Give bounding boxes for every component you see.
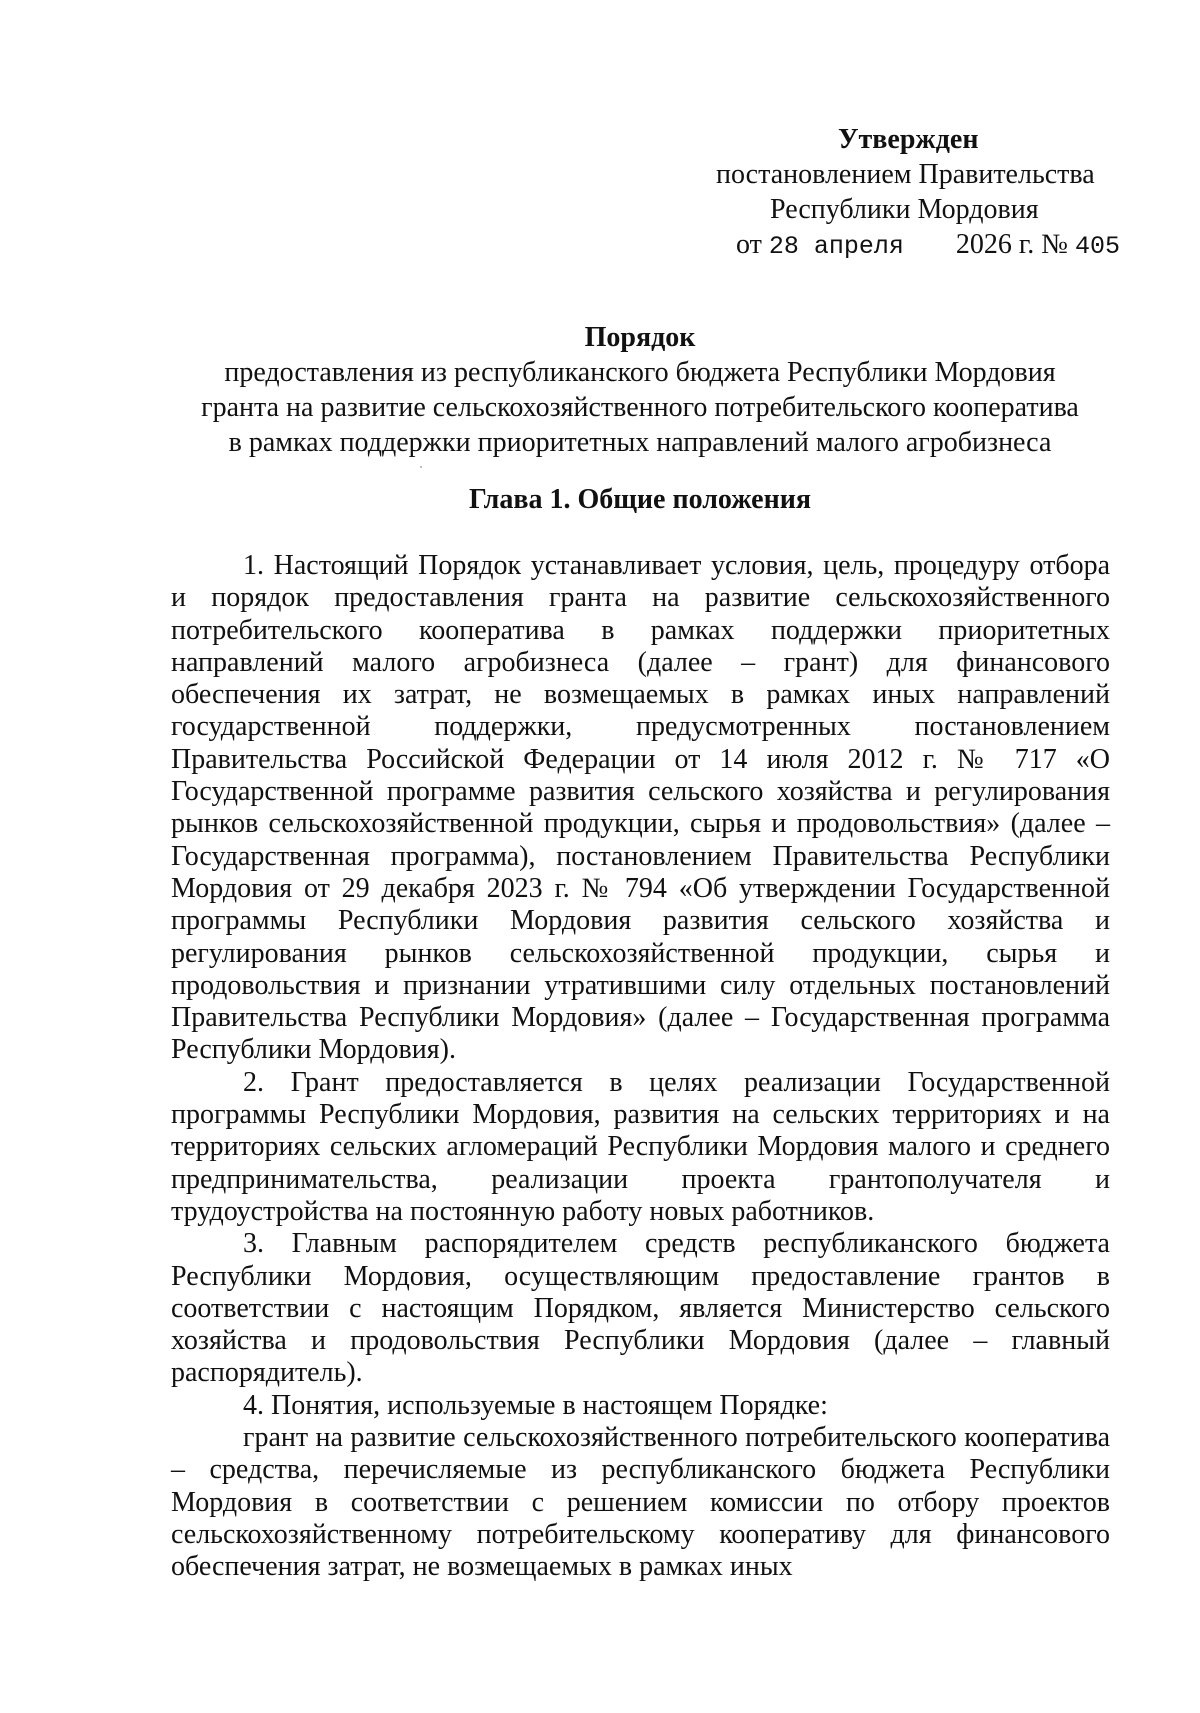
approval-line-1: постановлением Правительства <box>716 159 1095 190</box>
approval-number: 405 <box>1074 232 1120 261</box>
approval-date-prefix: от <box>736 229 762 260</box>
approval-date-year: 2026 г. № <box>955 229 1068 260</box>
approval-title: Утвержден <box>838 124 979 155</box>
paragraph-1: 1. Настоящий Порядок устанавливает условия, цель, процедуру отбора и порядок предоставления гранта на развитие сельскохозяйственного потребительского кооператива в рамках поддержки приоритетных направлений малого агробизнеса (далее – грант) для финансового обеспечения их затрат, не возмещаемых в рамках иных направлений государственной поддержки, предусмотренных постановлением Правительства Российской Федерации от 14 июля 2012 г. № 717 «О Государственной программе развития сельского хозяйства и регулирования рынков сельскохозяйственной продукции, сырья и продовольствия» (далее – Государственная программа), постановлением Правительства Республики Мордовия от 29 декабря 2023 г. № 794 «Об утверждении Государственной программы Республики Мордовия развития сельского хозяйства и регулирования рынков сельскохозяйственной продукции, сырья и продовольствия и признании утратившими силу отдельных постановлений Правительства Республики Мордовия» (далее – Государственная программа Республики Мордовия). <box>171 550 1110 1066</box>
document-subtitle-line-2: гранта на развитие сельскохозяйственного потребительского кооператива <box>201 392 1079 423</box>
document-title-block <box>150 320 1130 460</box>
document-body <box>171 550 1110 1584</box>
document-subtitle-line-1: предоставления из республиканского бюджета Республики Мордовия <box>224 357 1056 388</box>
scan-speck <box>420 466 422 468</box>
paragraph-definition: грант на развитие сельскохозяйственного потребительского кооператива – средства, перечисляемые из республиканского бюджета Республики Мордовия в соответствии с решением комиссии по отбору проектов сельскохозяйственному потребительскому кооперативу для финансового обеспечения затрат, не возмещаемых в рамках иных <box>171 1422 1110 1583</box>
document-title: Порядок <box>584 322 696 353</box>
approval-line-2: Республики Мордовия <box>770 194 1039 225</box>
chapter-title: Глава 1. Общие положения <box>468 484 811 515</box>
paragraph-4: 4. Понятия, используемые в настоящем Порядке: <box>243 1389 828 1421</box>
approval-date-day-month: 28 апреля <box>768 232 904 261</box>
document-subtitle-line-3: в рамках поддержки приоритетных направлений малого агробизнеса <box>228 427 1052 458</box>
approval-date-line <box>700 227 1120 264</box>
paragraph-2: 2. Грант предоставляется в целях реализации Государственной программы Республики Мордовия, развития на сельских территориях и на территориях сельских агломераций Республики Мордовия малого и среднего предпринимательства, реализации проекта грантополучателя и трудоустройства на постоянную работу новых работников. <box>171 1066 1110 1227</box>
paragraph-3: 3. Главным распорядителем средств республиканского бюджета Республики Мордовия, осуществляющим предоставление грантов в соответствии с настоящим Порядком, является Министерство сельского хозяйства и продовольствия Республики Мордовия (далее – главный распорядитель). <box>171 1228 1110 1389</box>
approval-stamp <box>700 122 1120 264</box>
